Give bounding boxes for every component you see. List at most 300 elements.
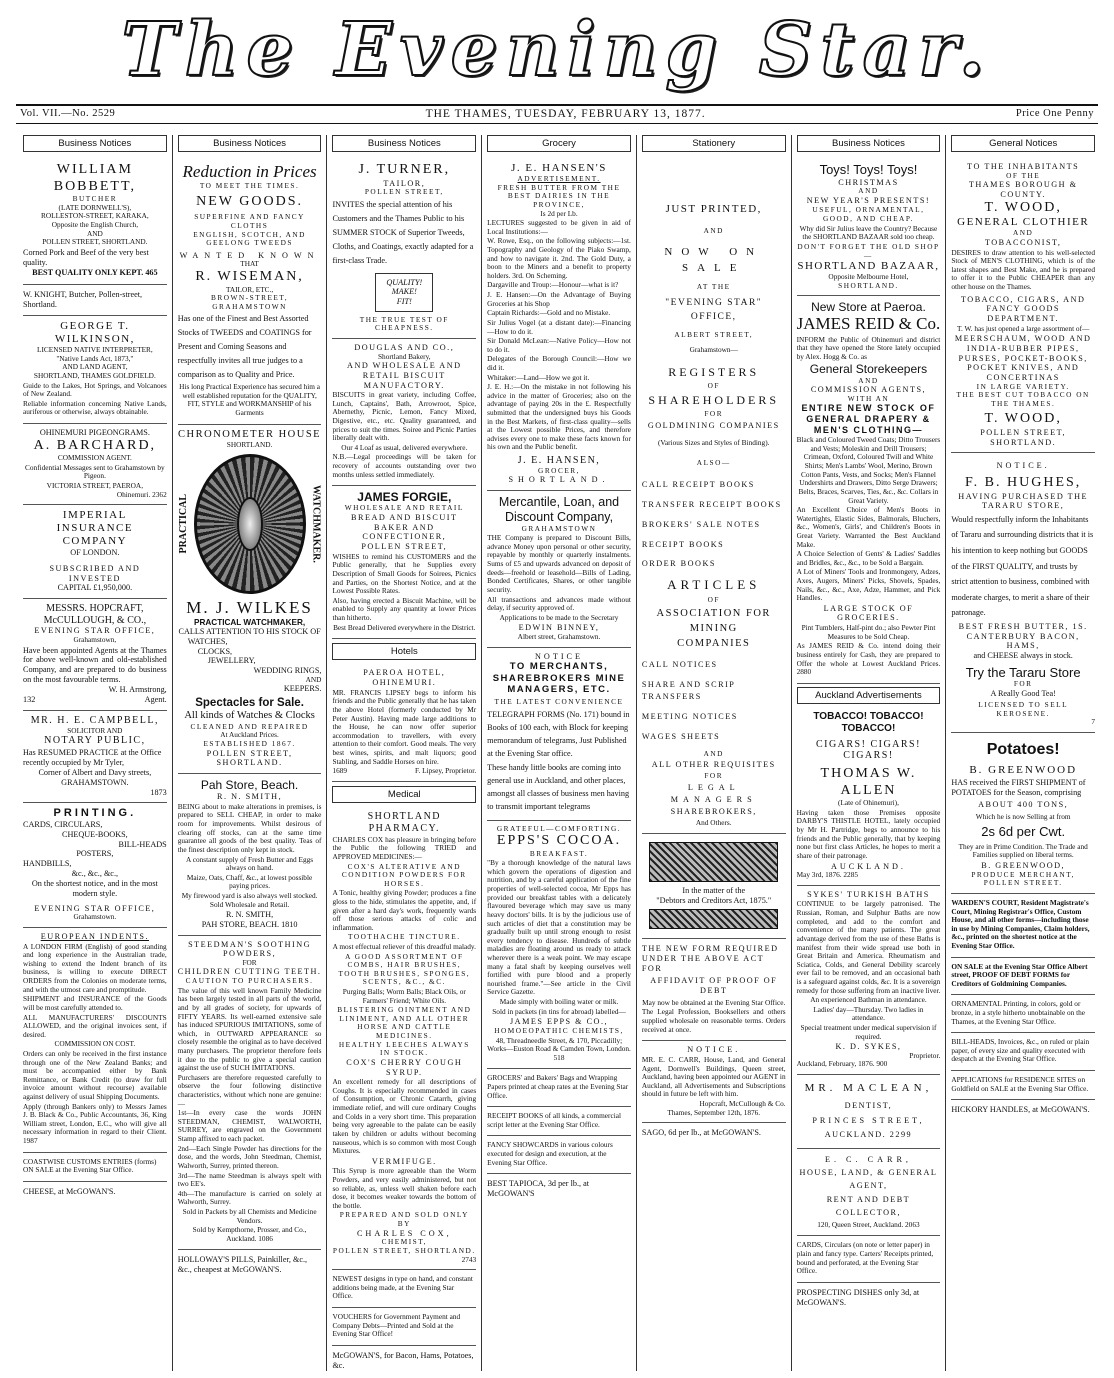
ad-title: MR. MACLEAN, bbox=[804, 1082, 933, 1095]
ad-line: Grahamstown, bbox=[73, 635, 117, 645]
ad-line: BEST FRESH BUTTER, 1S. bbox=[958, 621, 1088, 631]
ad-line: A most effectual reliever of this dreadful malady. bbox=[332, 942, 476, 951]
ad-line: An excellent remedy for all descriptions of Coughs. It is especially recommended in cases of Consumption, or Chronic Catarrh, giving immediate relief, and will cure ordinary Coughs and Colds in a very short time. This preparation being very agreeable to the palate can be easily taken by children or adults without becoming nauseous, which is so common with most Cough Mixtures. bbox=[332, 1077, 477, 1156]
ad-line: Corner of Albert and Davy streets, bbox=[38, 768, 152, 778]
ad-line: BUTCHER bbox=[72, 194, 118, 204]
ad-line: WITH AN bbox=[847, 393, 890, 403]
ad-line: CHEQUE-BOOKS, bbox=[61, 830, 128, 839]
ad-line: CIGARS! CIGARS! CIGARS! bbox=[815, 738, 921, 762]
ad-line: ROLLESTON-STREET, KARAKA, bbox=[40, 211, 149, 221]
ad-campbell bbox=[23, 711, 167, 804]
ad-line: REGISTERS bbox=[668, 364, 760, 379]
ad-line: MR. E. C. CARR, House, Land, and General Agent, Dornwell's Buildings, Queen street, Auckland, having been appointed our AGENT in Auckland, all Advertisements and Subscriptions should in future be left with him. bbox=[641, 1054, 786, 1099]
ad-james-reid bbox=[797, 296, 941, 683]
ad-line: WATCHES, bbox=[187, 636, 228, 646]
ad-line: Confidential Messages sent to Grahamstown by Pigeon. bbox=[25, 462, 165, 481]
ad-hopcraft bbox=[23, 599, 167, 711]
ad-line: POLLEN STREET, SHORTLAND. bbox=[206, 748, 293, 768]
ad-epps-cocoa bbox=[487, 821, 631, 1070]
ad-title: INSURANCE COMPANY bbox=[56, 522, 134, 548]
ad-line: Apply (through Bankers only) to Messrs James J. B. Black & Co., Public Accountants, 36, King William street, London, E.C., who will give all necessary information in regard to their Client. 1987 bbox=[23, 1101, 167, 1146]
ad-line: CHILDREN CUTTING TEETH. bbox=[177, 967, 322, 977]
ad-line: ESTABLISHED 1867. bbox=[203, 739, 296, 749]
ad-line: 4th—The manufacture is carried on solely at Walworth, Surrey. bbox=[177, 1188, 322, 1207]
masthead bbox=[0, 0, 1114, 100]
ad-text: ORNAMENTAL Printing, in colors, gold or bronze, in a style hitherto unobtainable on the Thames, at the Evening Star Office. bbox=[951, 999, 1086, 1026]
ad-line: ASSOCIATION FOR MINING bbox=[656, 607, 771, 634]
ad-title: J. E. HANSEN'S bbox=[511, 162, 607, 175]
ad-line: TOOTHACHE TINCTURE. bbox=[348, 932, 461, 942]
ad-line: TOBACCO, CIGARS, AND FANCY GOODS DEPARTMENT. bbox=[960, 294, 1086, 323]
ad-line: ADVERTISEMENT. bbox=[517, 174, 601, 184]
ad-line: EVENING STAR OFFICE, bbox=[34, 903, 156, 913]
ad-line: Grahamstown— bbox=[689, 345, 738, 355]
ad-text: BILL-HEADS, Invoices, &c., on ruled or plain paper, of every size and quality executed with despatch at the Evening Star Office. bbox=[951, 1037, 1090, 1064]
ad-line: THE Company is prepared to Discount Bills, advance Money upon personal or other security, repayable by monthly or quarterly instalments. Sums of £5 and upwards advanced on deposit of deeds—freehold or leasehold—Bills of Lading, Bonded Certificates, Shares, or other tangible security. bbox=[487, 533, 631, 594]
ad-line: OF THE bbox=[1006, 170, 1041, 180]
ad-line: Would respectfully inform the Inhabitants of Tararu and surrounding districts that it is his intention to keep nothing but GOODS of the FIRST QUALITY, and trusts by strict attention to business, combined with moderate charges, to merit a share of their patronage. bbox=[951, 514, 1094, 618]
column-7 bbox=[946, 135, 1100, 1371]
ad-line: And Others. bbox=[695, 817, 732, 827]
ad-number: 1689 bbox=[332, 766, 348, 776]
badge-line: FIT! bbox=[396, 297, 412, 307]
ad-line: An Excellent Choice of Men's Boots in Watertights, Elastic Sides, Balmorals, Bluchers, &c., Women's, Girls', and Children's Boots in Great Variety. Warranted the Best Auckland Make. bbox=[796, 505, 941, 549]
ad-title: J. TURNER, bbox=[358, 162, 451, 178]
ad-line: MEETING NOTICES bbox=[641, 712, 738, 722]
ad-text: CHEESE, at McGOWAN'S. bbox=[23, 1186, 116, 1196]
ad-steedman bbox=[178, 936, 322, 1251]
ad-line: Orders can only be received in the first instance through one of the New Zealand Banks; and must be accompanied either by Bank Remittance, or Bank Credit (to draw for full invoice amount without recourse) available against delivery of usual Shipping Documents. bbox=[23, 1048, 167, 1102]
ad-line: Whitaker:—Land—How we got it. bbox=[487, 372, 590, 382]
ad-line: POLLEN STREET, bbox=[364, 187, 444, 197]
ad-cards bbox=[797, 1236, 941, 1282]
ad-line: DESIRES to draw attention to his well-selected Stock of MEN'S CLOTHING, which is of the latest shapes and Best Make, and he is prepared to offer it to the Public CHEAPER than any other house on the Thames. bbox=[951, 247, 1096, 292]
ad-title: MESSRS. HOPCRAFT, McCULLOUGH, & CO., bbox=[43, 602, 147, 626]
ad-line: POLLEN STREET, SHORTLAND. bbox=[42, 237, 148, 247]
ad-line: Made simply with boiling water or milk. bbox=[499, 997, 619, 1006]
ad-pah-store bbox=[178, 774, 322, 935]
ad-line: F. Lipsey, Proprietor. bbox=[414, 766, 477, 776]
ad-line: J. E. HANSEN, bbox=[517, 455, 601, 467]
ad-line: R. N. SMITH, bbox=[226, 910, 274, 920]
ad-line: 2nd—Each Single Powder has directions for the dose, and the words, John Steedman, Chemist, Walworth, Surrey, printed thereon. bbox=[177, 1143, 322, 1170]
ad-line: An experienced Bathman in attendance. bbox=[810, 995, 927, 1005]
ad-line: Why did Sir Julius leave the Country? Because the SHORTLAND BAZAAR sold too cheap. bbox=[799, 223, 938, 242]
ad-mcgowans-bacon bbox=[332, 1346, 476, 1371]
ad-allen-tobacco bbox=[797, 707, 941, 886]
ad-line: RENT AND DEBT COLLECTOR, bbox=[826, 1194, 911, 1217]
ad-line: SUPERFINE AND FANCY CLOTHS bbox=[194, 212, 305, 230]
ad-bill-heads bbox=[951, 1033, 1095, 1071]
ad-newest-type bbox=[332, 1270, 476, 1308]
ad-title: MR. H. E. CAMPBELL, bbox=[30, 714, 159, 726]
ad-title: IMPERIAL bbox=[62, 509, 127, 522]
badge-line: MAKE! bbox=[391, 287, 417, 297]
ad-line: BROWN-STREET, GRAHAMSTOWN bbox=[211, 293, 289, 311]
ad-line: They are in Prime Condition. The Trade and Families supplied on liberal terms. bbox=[958, 841, 1088, 860]
ad-line: 120, Queen Street, Auckland. 2063 bbox=[817, 1219, 920, 1229]
ad-line: GRAHAMSTOWN bbox=[521, 523, 597, 533]
ad-line: KEEPERS. bbox=[283, 684, 322, 694]
ad-showcards bbox=[487, 1136, 631, 1174]
ad-line: SHORTLAND. bbox=[838, 280, 899, 290]
ad-number: 2743 bbox=[461, 1254, 477, 1264]
column-heading: Business Notices bbox=[23, 135, 167, 152]
ad-line: BROKERS' SALE NOTES bbox=[641, 519, 761, 529]
ad-sago bbox=[642, 1123, 786, 1144]
ad-line: Captain Richards:—Gold and no Mistake. bbox=[487, 308, 611, 318]
price: Price One Penny bbox=[1015, 108, 1094, 120]
ad-line: HAVING PURCHASED THE TARARU STORE, bbox=[958, 491, 1089, 511]
ad-line: NOTARY PUBLIC, bbox=[44, 735, 146, 747]
ad-text: McGOWAN'S, for Bacon, Hams, Potatoes, &c. bbox=[332, 1350, 474, 1370]
ad-title: DOUGLAS AND CO., bbox=[354, 342, 455, 352]
ad-line: N.B.—Legal proceedings will be taken for recovery of accounts outstanding over two months unless settled immediately. bbox=[332, 452, 477, 479]
ad-line: GENERAL CLOTHIER bbox=[957, 216, 1090, 229]
column-heading: Grocery bbox=[487, 135, 631, 152]
ad-line: CAPITAL £1,950,000. bbox=[57, 583, 133, 593]
ornament-border bbox=[649, 842, 778, 882]
ad-line: EDWIN BINNEY, bbox=[518, 623, 600, 633]
ad-text: PROSPECTING DISHES only 3d, at McGOWAN'S. bbox=[796, 1287, 920, 1307]
ad-line: WEDDING RINGS, bbox=[253, 665, 322, 675]
ad-title: SHORTLAND PHARMACY. bbox=[367, 811, 442, 834]
ad-hughes-tararu bbox=[951, 453, 1095, 733]
ad-line: Auckland, February, 1876. 900 bbox=[796, 1059, 888, 1069]
ad-line: B. GREENWOOD, bbox=[981, 861, 1066, 871]
ad-line: EVENING STAR OFFICE, bbox=[34, 626, 156, 636]
ad-line: WAGES SHEETS bbox=[641, 731, 721, 741]
ad-line: ALSO— bbox=[696, 458, 731, 468]
ad-text: APPLICATIONS for RESIDENCE SITES on Goldfield on SALE at the Evening Star Office. bbox=[951, 1075, 1089, 1093]
ad-line: A constant supply of Fresh Butter and Eggs always on hand. bbox=[186, 854, 314, 873]
ad-line: R. N. SMITH, bbox=[217, 792, 283, 802]
ad-line: All kinds of Watches & Clocks bbox=[184, 710, 315, 722]
vertical-label: PRACTICAL bbox=[177, 493, 189, 554]
ad-line: As JAMES REID & Co. intend doing their business entirely for Cash, they are prepared to Offer the whole at Lowest Auckland Prices. 2880 bbox=[796, 641, 941, 677]
ad-line: CLOCKS, bbox=[197, 646, 233, 656]
column-heading: Stationery bbox=[642, 135, 786, 152]
ad-title: EUROPEAN INDENTS. bbox=[40, 931, 149, 941]
ad-line: NEW YEAR'S PRESENTS! bbox=[806, 195, 931, 205]
ad-line: Is 2d per Lb. bbox=[540, 208, 578, 218]
ad-line: ALL OTHER REQUISITES bbox=[651, 760, 776, 770]
ad-line: T. WOOD, bbox=[984, 411, 1062, 427]
ad-line: 2s 6d per Cwt. bbox=[981, 824, 1066, 840]
ad-line: Purging Balls; Worm Balls; Black Oils, or Farmers' Friend; White Oils. bbox=[342, 987, 466, 1005]
ad-line: RECEIPT BOOKS bbox=[641, 539, 725, 549]
ad-turner bbox=[332, 158, 476, 339]
ad-line: Sold in Packets by all Chemists and Medicine Vendors. bbox=[182, 1206, 317, 1225]
ad-line: ORDER BOOKS bbox=[641, 559, 716, 569]
ad-holloway bbox=[178, 1250, 322, 1280]
ad-line: SOLICITOR AND bbox=[67, 725, 123, 735]
ad-proof-of-debt bbox=[951, 958, 1095, 996]
ad-line: Reliable information concerning Native Lands, auriferous or otherwise, always obtainable. bbox=[23, 398, 167, 417]
ad-line: Corned Pork and Beef of the very best quality. bbox=[23, 247, 149, 267]
ad-line: NOW ON SALE bbox=[664, 245, 764, 274]
ad-line: B. GREENWOOD bbox=[969, 763, 1078, 776]
ad-line: Guide to the Lakes, Hot Springs, and Volcanoes of New Zealand. bbox=[23, 380, 167, 399]
ad-line: Spectacles for Sale. bbox=[195, 696, 304, 709]
ad-grocers-bags bbox=[487, 1069, 631, 1107]
ad-line: W. H. Armstrong, bbox=[108, 685, 167, 695]
ad-line: POLLEN STREET, SHORTLAND. bbox=[332, 1245, 476, 1255]
ad-line: COMMISSION AGENT. bbox=[57, 453, 132, 463]
ad-line: My firewood yard is also always well stocked. Sold Wholesale and Retail. bbox=[181, 890, 318, 909]
ad-line: Applications to be made to the Secretary bbox=[499, 612, 619, 622]
ad-line: TAILOR, ETC., bbox=[225, 284, 274, 294]
ad-line: LICENSED NATIVE INTERPRETER, bbox=[36, 345, 153, 355]
ad-line: Shortland Bakery, bbox=[377, 351, 431, 361]
ad-title: E. C. CARR, bbox=[824, 1155, 912, 1165]
ad-bobbett bbox=[23, 158, 167, 285]
ad-title: F. B. HUGHES, bbox=[965, 474, 1082, 490]
ad-title: JUST PRINTED, bbox=[665, 203, 762, 216]
ad-line: Also, having erected a Biscuit Machine, will be enabled to Supply any quantity at lower Prices than hitherto. bbox=[332, 595, 477, 623]
ad-line: Maize, Oats, Chaff, &c., at lowest possible paying prices. bbox=[186, 872, 313, 891]
ad-line: CONTINUE to be largely patronised. The Russian, Roman, and Sulphur Baths are now completed, and add to the comfort and convenience of the many patients. The great advantage derived from the use of these Baths is manifest from their wide spread use both in Great Britain and America. Rheumatism and Sciatica, Colds, and General Debility scarcely ever fail to be removed, and an occasional bath is a safeguard against colds, &c. It is a sovereign remedy for those suffering from an inactive liver. bbox=[796, 899, 941, 995]
ad-line: HEALTHY LEECHES ALWAYS IN STOCK. bbox=[338, 1039, 470, 1058]
ad-line: JEWELLERY, bbox=[207, 656, 256, 666]
ad-receipt-books bbox=[487, 1107, 631, 1136]
ad-title: STEEDMAN'S SOOTHING POWDERS, bbox=[188, 939, 312, 959]
ad-line: 3rd—The name Steedman is always spelt with two EE's. bbox=[177, 1170, 322, 1189]
ad-line: "Native Lands Act, 1873," bbox=[56, 353, 134, 363]
ad-title: JAMES FORGIE, bbox=[357, 490, 452, 505]
ad-text: GROCERS' and Bakers' Bags and Wrapping Papers printed at cheap rates at the Evening Star Office. bbox=[487, 1073, 629, 1100]
ad-line: "Debtors and Creditors Act, 1875." bbox=[656, 895, 772, 905]
ad-printing bbox=[23, 803, 167, 928]
ad-line: T. W. has just opened a large assortment of— bbox=[957, 323, 1090, 333]
ad-line: AND bbox=[703, 748, 724, 758]
ad-number: 1873 bbox=[150, 787, 167, 797]
ad-text: HICKORY HANDLES, at McGOWAN'S. bbox=[951, 1105, 1090, 1115]
column-6 bbox=[792, 135, 947, 1371]
ad-line: Sir Julius Vogel (at a distant date):—Financing—How to do it. bbox=[487, 317, 631, 336]
ad-line: IN LARGE VARIETY. bbox=[976, 381, 1070, 391]
ad-title: TOBACCO! TOBACCO! TOBACCO! bbox=[813, 711, 924, 734]
ad-text: NEWEST designs in type on hand, and constant additions being made, at the Evening Star Office. bbox=[332, 1274, 473, 1301]
ad-line: A LONDON FIRM (English) of good standing and long experience in the Australian trade, wishing to extend the Indent branch of its business, is willing to execute DIRECT ORDERS from the Colonies on moderate terms, and with the utmost care and promptitude. bbox=[23, 941, 167, 994]
ad-line: THE BEST CUT TOBACCO ON THE THAMES. bbox=[956, 390, 1090, 408]
ad-text: RECEIPT BOOKS of all kinds, a commercial script letter at the Evening Star Office. bbox=[487, 1111, 621, 1129]
ad-line: BREAD AND BISCUIT BAKER AND CONFECTIONER, bbox=[351, 513, 458, 542]
ad-line: POLLEN STREET, bbox=[361, 542, 448, 552]
ad-line: BEING about to make alterations in premises, is prepared to SELL CHEAP, in order to make room for improvements. Whilst desirous of clearing off stocks, can at the same time guarantee all goods of the best quality. Teas of the finest description only kept in stock. bbox=[177, 801, 322, 854]
ad-line: Sold in packets (in tins for abroad) labelled— bbox=[492, 1006, 626, 1016]
ad-line: AND LAND AGENT, bbox=[62, 362, 128, 372]
column-4 bbox=[482, 135, 637, 1371]
ad-title: SYKES' TURKISH BATHS bbox=[807, 889, 930, 899]
ad-line: FRESH BUTTER FROM THE BEST DAIRIES IN THE PROVINCE, bbox=[497, 182, 621, 209]
badge-line: QUALITY! bbox=[386, 277, 423, 287]
ad-title: JAMES REID & Co. bbox=[796, 314, 941, 334]
ad-line: AUCKLAND. bbox=[830, 861, 906, 871]
ad-line: "EVENING STAR" OFFICE, bbox=[665, 298, 763, 322]
ad-line: SHORTLAND. bbox=[226, 439, 273, 449]
ad-number: 7 bbox=[1091, 717, 1096, 727]
ad-line: THOMAS W. ALLEN bbox=[820, 766, 917, 798]
ad-line: THAT bbox=[240, 259, 259, 269]
ad-line: SHIPMENT and INSURANCE of the Goods will be most carefully attended to. bbox=[23, 994, 167, 1012]
ad-hansen bbox=[487, 158, 631, 491]
ad-line: At Auckland Prices. bbox=[220, 730, 279, 740]
column-5 bbox=[637, 135, 792, 1371]
ad-line: This Syrup is more agreeable than the Worm Powders, and very easily administered, but not so reliable, as, unless well shaken before each dose, it becomes weaker towards the bottom of the bottle. bbox=[332, 1166, 477, 1210]
ad-line: TRANSFER RECEIPT BOOKS bbox=[641, 499, 782, 509]
ad-line: PURSES, POCKET-BOOKS, POCKET KNIVES, AND CONCERTINAS bbox=[958, 353, 1088, 382]
ad-line: CHARLES COX, bbox=[356, 1228, 452, 1238]
ad-line: AT THE bbox=[696, 281, 731, 291]
ad-customs bbox=[23, 1153, 167, 1182]
ad-line: General Storekeepers bbox=[809, 362, 928, 377]
ad-title: Potatoes! bbox=[986, 741, 1060, 759]
ad-title: PRINTING. bbox=[53, 807, 137, 820]
ad-line: Which he is now Selling at from bbox=[975, 811, 1071, 821]
ornament-border bbox=[649, 909, 778, 929]
ad-line: GRAHAMSTOWN. bbox=[61, 778, 129, 788]
ad-wilkes bbox=[178, 425, 322, 774]
ad-line: AND WHOLESALE AND RETAIL BISCUIT MANUFACTORY. bbox=[347, 361, 462, 390]
ad-text: WARDEN'S COURT, Resident Magistrate's Court, Mining Registrar's Office, Custom House, and all other forms—including those in use by Mining Companies, Claim holders, &c., printed on the shortest notice at the Evening Star Office. bbox=[951, 897, 1090, 950]
ad-wiseman bbox=[178, 158, 322, 424]
ad-line: Best Bread Delivered everywhere in the District. bbox=[333, 622, 476, 632]
ad-shortland-bazaar bbox=[797, 158, 941, 296]
ad-line: All transactions and advances made without delay, if security approved of. bbox=[487, 594, 631, 613]
ad-wilkinson bbox=[23, 316, 167, 424]
ad-line: Agent. bbox=[144, 695, 167, 705]
ad-line: Having taken those Premises opposite DARBY'S THISTLE HOTEL, lately occupied by Mr H. Partridge, begs to announce to his friends and the Public generally, that by keeping none but first class Articles, he hopes to merit a share of their patronage. bbox=[796, 807, 941, 860]
ad-line: Purchasers are therefore requested carefully to observe the four following distinctive characteristics, without which none are genuine:— bbox=[177, 1072, 322, 1108]
ad-mercantile bbox=[487, 491, 631, 647]
ad-line: HORSE AND CATTLE MEDICINES. bbox=[357, 1022, 452, 1041]
ad-title: CHRONOMETER HOUSE bbox=[178, 428, 322, 440]
ad-line: Ohinemuri. 2362 bbox=[116, 489, 167, 499]
ad-line: AFFIDAVIT OF PROOF OF DEBT bbox=[650, 976, 778, 996]
ad-line: GRATEFUL—COMFORTING. bbox=[496, 823, 622, 833]
ad-line: USEFUL, ORNAMENTAL, GOOD, AND CHEAP. bbox=[812, 205, 925, 224]
ad-line: Our 4 Loaf as usual, delivered everywhere. bbox=[341, 442, 468, 452]
ad-line: COMMISSION AGENTS, bbox=[810, 385, 927, 395]
ad-line: NOTICE. bbox=[996, 461, 1050, 471]
ad-line: CALL NOTICES bbox=[641, 660, 718, 670]
ad-t-wood bbox=[951, 158, 1095, 453]
ad-line: ARTICLES bbox=[667, 577, 761, 593]
ad-line: Opposite Melbourne Hotel, bbox=[828, 272, 909, 282]
ad-text: SAGO, 6d per lb., at McGOWAN'S. bbox=[641, 1128, 761, 1138]
ad-line: SUBSCRIBED AND INVESTED bbox=[49, 563, 141, 583]
ad-title: M. J. WILKES bbox=[186, 597, 313, 617]
ad-line: Pint Tumblers, Half-pint do.; also Pewter Pint Measures to be Sold Cheap. bbox=[801, 623, 936, 641]
ad-knight bbox=[23, 285, 167, 316]
ad-line: POLLEN STREET. bbox=[983, 878, 1063, 888]
ad-line: SHORTLAND BAZAAR, bbox=[797, 260, 940, 273]
ad-line: J. E. H.:—On the mistake in not following his advice in the matter of Groceries; also on the advantage of paying 20s in the £. Respectfully submitted that the undersigned buys his Goods in the Best Markets, of first-class quality—sells at the Lowest possible Prices, and therefore advises every one to make these facts known for his own and the Public benefit. bbox=[487, 382, 631, 452]
ad-line: SHAREHOLDERS bbox=[648, 392, 780, 407]
ad-line: Proprietor. bbox=[909, 1050, 941, 1060]
ad-line: Grahamstown. bbox=[73, 912, 117, 922]
ad-line: NEW GOODS. bbox=[196, 193, 303, 209]
ad-title: R. WISEMAN, bbox=[195, 269, 304, 285]
ad-tapioca bbox=[487, 1174, 631, 1204]
ad-line: WHOLESALE AND RETAIL bbox=[344, 503, 464, 513]
ad-line: CLEANED AND REPAIRED bbox=[190, 721, 309, 731]
ad-vouchers bbox=[332, 1308, 476, 1346]
ad-line: DON'T FORGET THE OLD SHOP— bbox=[797, 241, 940, 260]
column-heading: General Notices bbox=[951, 135, 1095, 152]
ad-shortland-pharmacy bbox=[332, 807, 476, 1270]
column-2 bbox=[173, 135, 328, 1371]
ad-title: Mercantile, Loan, and Discount Company, bbox=[498, 495, 620, 524]
ad-line: ALBERT STREET, bbox=[674, 329, 754, 339]
ad-line: Delegates of the Borough Council:—How we did it. bbox=[487, 354, 631, 372]
ad-line: LICENSED TO SELL KEROSENE. bbox=[978, 700, 1069, 718]
ad-line: 1st—In every case the words JOHN STEEDMAN, CHEMIST, WALWORTH, SURREY, are engraved on the Government Stamp affixed to each packet. bbox=[177, 1108, 322, 1144]
ad-line: These handy little books are coming into general use in Auckland, and other places, amongst all classes of business men having to transmit important telegrams bbox=[487, 763, 630, 812]
ad-line: Dargaville and Troup:—Honour—what is it? bbox=[487, 280, 619, 290]
ad-line: On the shortest notice, and in the most modern style. bbox=[31, 879, 158, 899]
ad-line: HANDBILLS, bbox=[23, 859, 72, 869]
ad-line: "By a thorough knowledge of the natural laws which govern the operations of digestion and nutrition, and by a careful application of the fine properties of well-selected cocoa, Mr Epps has provided our breakfast tables with a delicately flavoured beverage which may save us many heavy doctors' bills. It is by the judicious use of such articles of diet that a constitution may be gradually built up until strong enough to resist every tendency to disease. Hundreds of subtle maladies are floating around us ready to attack wherever there is a weak point. We may escape many a fatal shaft by keeping ourselves well fortified with pure blood and a properly nourished frame."—See article in the Civil Service Gazette. bbox=[487, 858, 631, 997]
ad-line: INFORM the Public of Ohinemuri and district that they have opened the Store lately occupied by Alex. Hogg & Co. as bbox=[796, 334, 941, 361]
ad-title: A. BARCHARD, bbox=[33, 437, 157, 453]
ad-line: CALL RECEIPT BOOKS bbox=[641, 479, 755, 489]
ad-carr-agent bbox=[797, 1149, 941, 1236]
ad-line: POLLEN STREET, SHORTLAND. bbox=[980, 427, 1067, 447]
ad-line: HAS received the FIRST SHIPMENT of POTATOES for the Season, comprising bbox=[951, 777, 1086, 797]
ad-line: THAMES BOROUGH & COUNTY. bbox=[968, 180, 1078, 200]
ad-line: PRINCES STREET, bbox=[812, 1115, 925, 1125]
ad-line: May now be obtained at the Evening Star Office. bbox=[642, 997, 786, 1007]
ad-line: BILL-HEADS bbox=[118, 839, 167, 849]
ad-line: FOR bbox=[704, 771, 724, 781]
ad-line: HOMOEOPATHIC CHEMISTS, bbox=[494, 1025, 624, 1035]
ad-line: MR. FRANCIS LIPSEY begs to inform his friends and the Public generally that he has taken the above Hotel (formerly conducted by Mr Peter Austin). Having made large additions to the House, he can now offer superior accommodation to travellers, with every attention to their comfort. Good meals. The very best wines, spirits, and malt liquors; good Stabling, and Saddle Horses on hire. bbox=[332, 687, 477, 766]
dateline bbox=[16, 104, 1098, 124]
place-date: THE THAMES, TUESDAY, FEBRUARY 13, 1877. bbox=[425, 107, 706, 120]
quality-badge bbox=[375, 273, 433, 312]
ad-line: VERMIFUGE. bbox=[371, 1156, 437, 1166]
ad-line: and CHEESE always in stock. bbox=[973, 650, 1073, 660]
ad-line: CANTERBURY BACON, HAMS, bbox=[966, 631, 1080, 651]
ad-line: BISCUITS in great variety, including Coffee, Lunch, Captains', Bath, Arrowroot, Spice, Abernethy, Picnic, Lemon, Fancy Mixed, Digestive, etc., etc. Quality guaranteed, and prices to suit the times. Soiree and Picnic Parties liberally dealt with. bbox=[332, 390, 477, 443]
ad-douglas bbox=[332, 339, 476, 486]
ad-line: New Store at Paeroa. bbox=[811, 300, 926, 315]
ad-line: WANTED KNOWN bbox=[179, 250, 320, 260]
ad-line: Opposite the English Church, bbox=[51, 220, 139, 230]
ad-line: SHORTLAND. bbox=[508, 475, 610, 485]
ad-line: In the matter of the bbox=[682, 886, 746, 896]
ad-line: J. E. Hansen:—On the Advantage of Buying Groceries at his Shop bbox=[487, 290, 631, 308]
ad-line: AUCKLAND. 2299 bbox=[824, 1130, 913, 1140]
ad-line: A Really Good Tea! bbox=[990, 688, 1056, 698]
ad-line: TELEGRAPH FORMS (No. 171) bound in Books of 100 each, with Block for keeping memorandum of telegrams, Just Published at the Evening Star office. bbox=[487, 709, 630, 758]
ad-line: The value of this well known Family Medicine has been largely tested in all parts of the world, and by all grades of society, for upwards of FIFTY YEARS. Its well-earned extensive sale has induced SPURIOUS IMITATIONS, some of which, in OUTWARD APPEARANCE so closely resemble the original as to have deceived many purchasers. The proprietor therefore feels it due to the public to give a special caution against the use of SUCH IMITATIONS. bbox=[177, 985, 322, 1073]
ad-sykes-baths bbox=[797, 886, 941, 1075]
ad-line: Black and Coloured Tweed Coats; Ditto Trousers and Vests; Moleskin and Drill Trousers; Crimean, Oxford, Coloured Twill and White Shirts; Men's Lambs' Wool, Merino, Brown Cotton Pants, Vests, and Socks; Men's Flannel Undershirts and Drawers, Ditto Serge Drawers; Belts, Braces, Scarves, Ties, &c., &c. Collars in Great Variety. bbox=[796, 435, 941, 505]
ad-hickory-handles bbox=[951, 1100, 1095, 1121]
ad-number: 132 bbox=[23, 695, 36, 705]
ad-line: LARGE STOCK OF GROCERIES. bbox=[823, 603, 914, 623]
ad-line: BEST QUALITY ONLY KEPT. 465 bbox=[32, 268, 158, 278]
ad-line: PREPARED AND SOLD ONLY BY bbox=[339, 1210, 469, 1229]
column-heading: Business Notices bbox=[797, 135, 941, 152]
ad-line: COX'S CHERRY COUGH SYRUP. bbox=[346, 1057, 463, 1077]
ad-forgie bbox=[332, 486, 476, 639]
ad-line: INVITES the special attention of his Customers and the Thames Public to his SUMMER STOCK of Superior Tweeds, Cloths, and Coatings, exactly adapted for a first-class Trade. bbox=[332, 200, 474, 265]
ad-barchard bbox=[23, 424, 167, 505]
